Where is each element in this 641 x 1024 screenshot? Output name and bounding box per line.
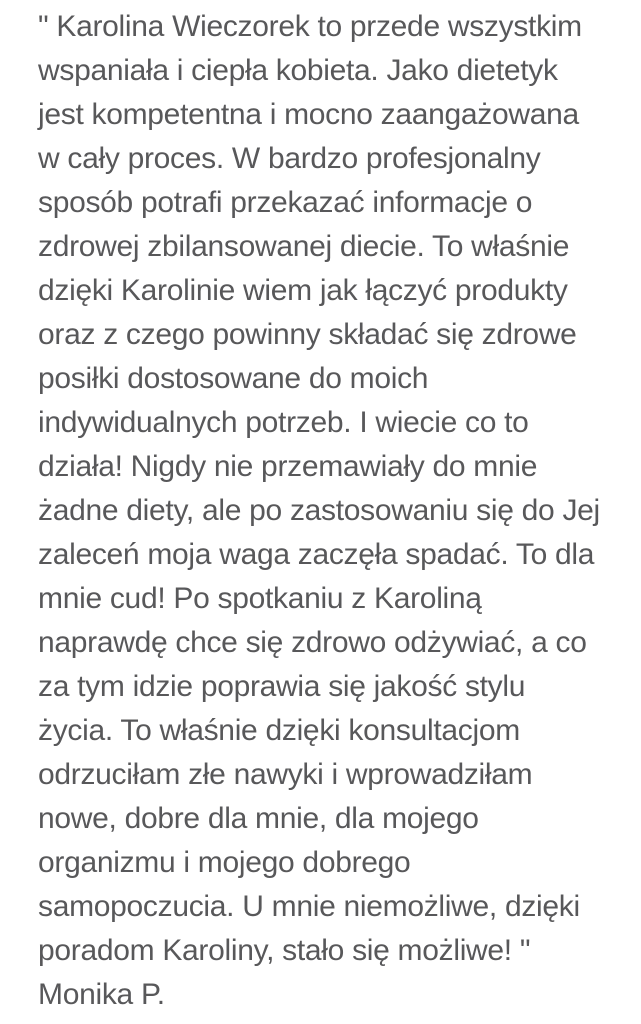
testimonial-quote: " Karolina Wieczorek to przede wszystkim wspaniała i ciepła kobieta. Jako dietetyk jest kompetentna i mocno zaangażowana w cały proces. W bardzo profesjonalny sposób potrafi przekazać informacje o zdrowej zbilansowanej diecie. To właśnie dzięki Karolinie wiem jak łączyć produkty oraz z czego powinny składać się zdrowe posiłki dostosowane do moich indywidualnych potrzeb. I wiecie co to działa! Nigdy nie przemawiały do mnie żadne diety, ale po zastosowaniu się do Jej zaleceń moja waga zaczęła spadać. To dla mnie cud! Po spotkaniu z Karoliną naprawdę chce się zdrowo odżywiać, a co za tym idzie poprawia się jakość stylu życia. To właśnie dzięki konsultacjom odrzuciłam złe nawyki i wprowadziłam nowe, dobre dla mnie, dla mojego organizmu i mojego dobrego samopoczucia. U mnie niemożliwe, dzięki poradom Karoliny, stało się możliwe! "	[38, 10, 600, 967]
testimonial-author: Monika P.	[38, 978, 165, 1011]
